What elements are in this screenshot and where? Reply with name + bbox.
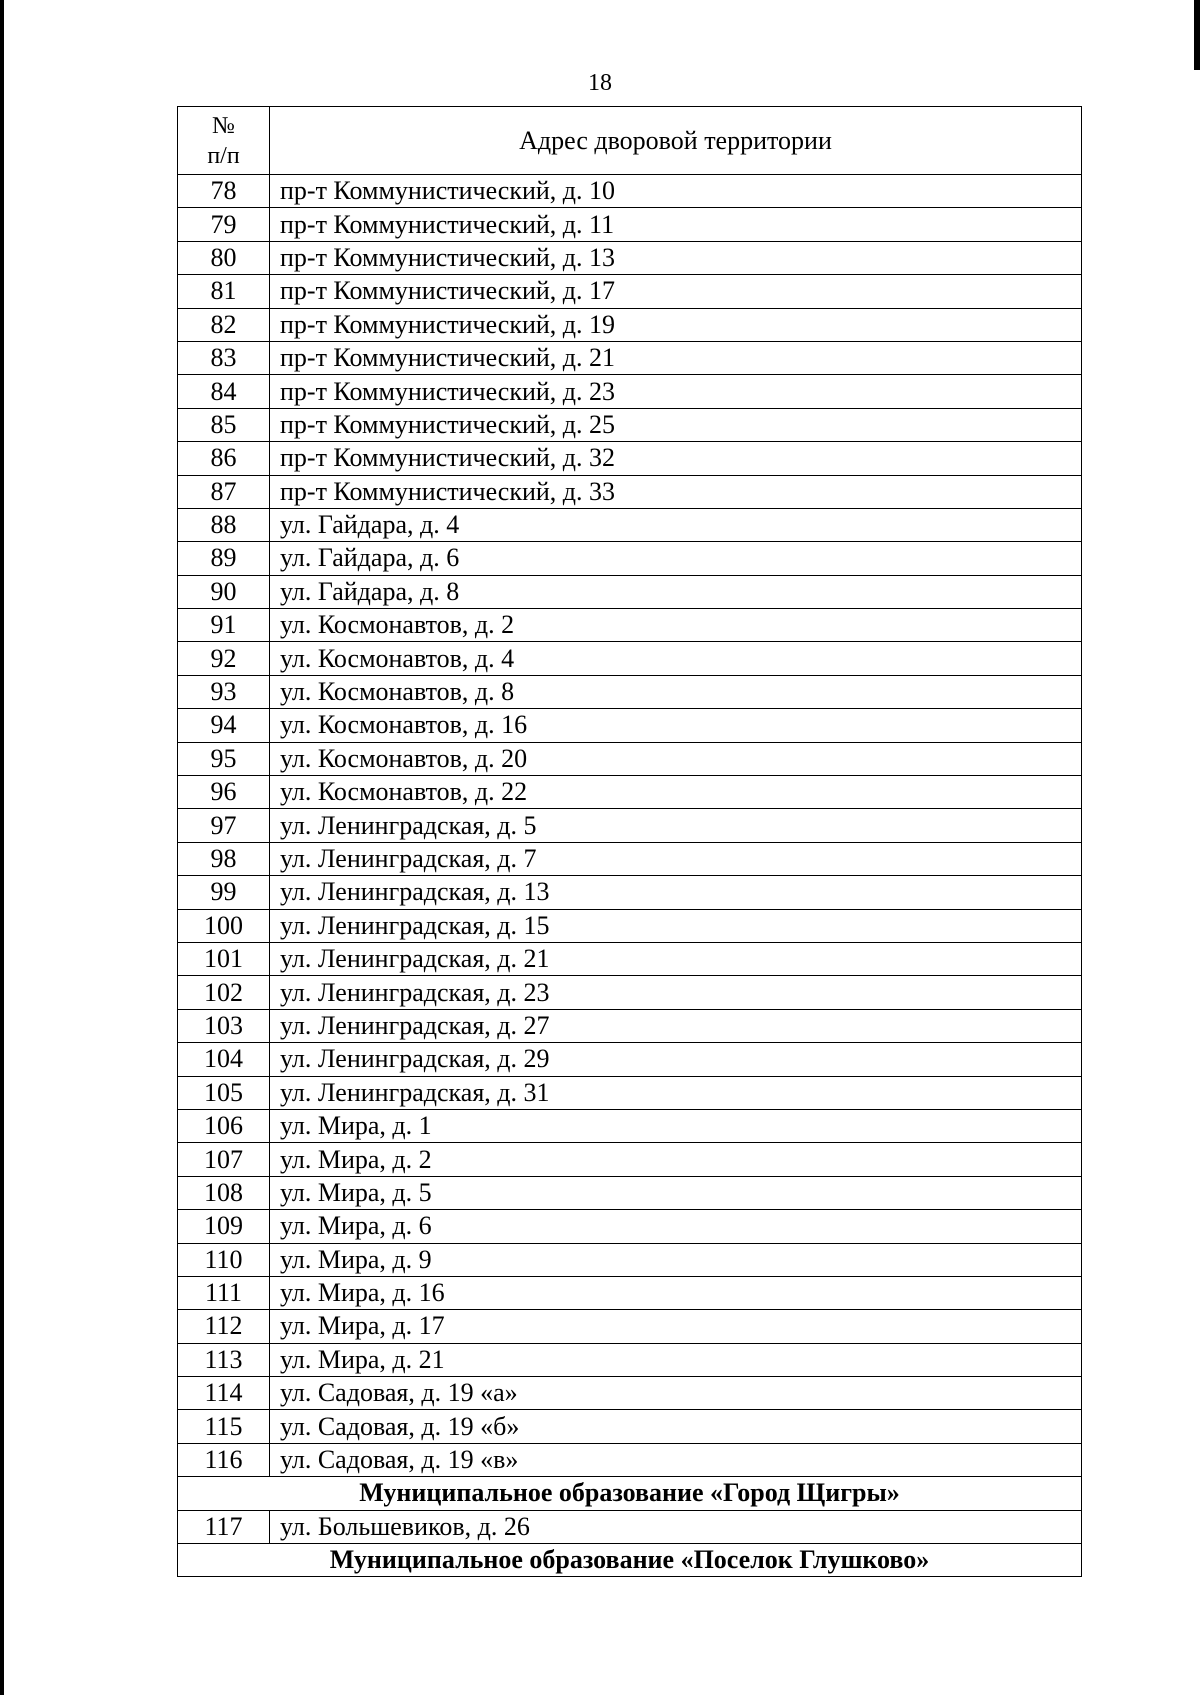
table-row (178, 1143, 1082, 1176)
table-row (178, 642, 1082, 675)
row-number: 99 (178, 876, 270, 909)
table-row (178, 942, 1082, 975)
row-address: пр-т Коммунистический, д. 13 (270, 241, 1082, 274)
row-address: пр-т Коммунистический, д. 32 (270, 442, 1082, 475)
table-row (178, 1510, 1082, 1543)
table-row (178, 675, 1082, 708)
table-row (178, 175, 1082, 208)
scan-edge-left (0, 0, 4, 1695)
section-header-shchigry: Муниципальное образование «Город Щигры» (178, 1477, 1082, 1510)
table-row (178, 542, 1082, 575)
row-number: 107 (178, 1143, 270, 1176)
row-address: ул. Космонавтов, д. 20 (270, 742, 1082, 775)
row-address: ул. Ленинградская, д. 27 (270, 1009, 1082, 1042)
row-address: ул. Ленинградская, д. 15 (270, 909, 1082, 942)
row-address: пр-т Коммунистический, д. 23 (270, 375, 1082, 408)
row-number: 102 (178, 976, 270, 1009)
table-row (178, 1210, 1082, 1243)
row-address: ул. Гайдара, д. 4 (270, 508, 1082, 541)
row-number: 117 (178, 1510, 270, 1543)
table-row (178, 308, 1082, 341)
section-row (178, 1544, 1082, 1577)
table-row (178, 842, 1082, 875)
row-address: ул. Ленинградская, д. 23 (270, 976, 1082, 1009)
table-row (178, 1410, 1082, 1443)
row-address: пр-т Коммунистический, д. 25 (270, 408, 1082, 441)
row-number: 116 (178, 1443, 270, 1476)
row-number: 83 (178, 341, 270, 374)
row-address: ул. Ленинградская, д. 31 (270, 1076, 1082, 1109)
row-address: ул. Ленинградская, д. 13 (270, 876, 1082, 909)
row-number: 82 (178, 308, 270, 341)
table-row (178, 341, 1082, 374)
table-row (178, 208, 1082, 241)
row-number: 104 (178, 1043, 270, 1076)
table-row (178, 575, 1082, 608)
row-number: 109 (178, 1210, 270, 1243)
row-address: ул. Ленинградская, д. 5 (270, 809, 1082, 842)
table-row (178, 1109, 1082, 1142)
row-number: 78 (178, 175, 270, 208)
row-number: 108 (178, 1176, 270, 1209)
row-number: 112 (178, 1310, 270, 1343)
table-body (178, 175, 1082, 1477)
row-address: ул. Космонавтов, д. 4 (270, 642, 1082, 675)
row-number: 87 (178, 475, 270, 508)
row-number: 97 (178, 809, 270, 842)
table-row (178, 241, 1082, 274)
row-number: 92 (178, 642, 270, 675)
row-address: ул. Садовая, д. 19 «а» (270, 1377, 1082, 1410)
row-number: 89 (178, 542, 270, 575)
row-number: 86 (178, 442, 270, 475)
row-number: 103 (178, 1009, 270, 1042)
row-address: ул. Гайдара, д. 6 (270, 542, 1082, 575)
row-number: 114 (178, 1377, 270, 1410)
row-address: ул. Ленинградская, д. 21 (270, 942, 1082, 975)
row-address: ул. Мира, д. 2 (270, 1143, 1082, 1176)
row-address: ул. Большевиков, д. 26 (270, 1510, 1082, 1543)
row-number: 113 (178, 1343, 270, 1376)
table-row (178, 1176, 1082, 1209)
table-row (178, 408, 1082, 441)
row-number: 105 (178, 1076, 270, 1109)
table-row (178, 442, 1082, 475)
row-address: пр-т Коммунистический, д. 19 (270, 308, 1082, 341)
table-row (178, 1076, 1082, 1109)
table-row (178, 709, 1082, 742)
table-row (178, 776, 1082, 809)
table-row (178, 475, 1082, 508)
column-header-number (178, 107, 270, 175)
row-number: 96 (178, 776, 270, 809)
section-header-glushkovo: Муниципальное образование «Поселок Глушково» (178, 1544, 1082, 1577)
table-row (178, 1310, 1082, 1343)
table-row (178, 742, 1082, 775)
row-address: ул. Садовая, д. 19 «б» (270, 1410, 1082, 1443)
row-address: ул. Мира, д. 21 (270, 1343, 1082, 1376)
row-address: пр-т Коммунистический, д. 10 (270, 175, 1082, 208)
table-row (178, 609, 1082, 642)
table-row (178, 809, 1082, 842)
table-row (178, 375, 1082, 408)
row-number: 91 (178, 609, 270, 642)
table-row (178, 1243, 1082, 1276)
section-row (178, 1477, 1082, 1510)
row-address: ул. Мира, д. 17 (270, 1310, 1082, 1343)
row-address: ул. Садовая, д. 19 «в» (270, 1443, 1082, 1476)
row-address: ул. Мира, д. 5 (270, 1176, 1082, 1209)
row-address: ул. Мира, д. 6 (270, 1210, 1082, 1243)
row-number: 106 (178, 1109, 270, 1142)
page-number: 18 (588, 70, 612, 96)
row-address: ул. Космонавтов, д. 8 (270, 675, 1082, 708)
column-header-number-line1: № (212, 112, 235, 139)
row-number: 95 (178, 742, 270, 775)
row-number: 79 (178, 208, 270, 241)
row-address: пр-т Коммунистический, д. 33 (270, 475, 1082, 508)
table-row (178, 1009, 1082, 1042)
row-number: 90 (178, 575, 270, 608)
row-number: 93 (178, 675, 270, 708)
row-address: ул. Ленинградская, д. 7 (270, 842, 1082, 875)
address-table (177, 106, 1082, 1577)
row-number: 84 (178, 375, 270, 408)
row-number: 100 (178, 909, 270, 942)
column-header-number-line2: п/п (207, 142, 240, 169)
row-address: ул. Мира, д. 1 (270, 1109, 1082, 1142)
row-address: ул. Гайдара, д. 8 (270, 575, 1082, 608)
row-number: 88 (178, 508, 270, 541)
table-row (178, 876, 1082, 909)
table-row (178, 1343, 1082, 1376)
column-header-address: Адрес дворовой территории (270, 107, 1082, 175)
table-row (178, 275, 1082, 308)
row-number: 80 (178, 241, 270, 274)
table-header (178, 107, 1082, 175)
scan-edge-right (1194, 0, 1200, 70)
table-row (178, 1043, 1082, 1076)
row-address: пр-т Коммунистический, д. 17 (270, 275, 1082, 308)
table-row (178, 909, 1082, 942)
table-row (178, 1276, 1082, 1309)
row-address: пр-т Коммунистический, д. 21 (270, 341, 1082, 374)
table-row (178, 508, 1082, 541)
row-address: ул. Мира, д. 9 (270, 1243, 1082, 1276)
row-address: ул. Космонавтов, д. 22 (270, 776, 1082, 809)
table-row (178, 1443, 1082, 1476)
row-address: ул. Космонавтов, д. 2 (270, 609, 1082, 642)
row-address: ул. Космонавтов, д. 16 (270, 709, 1082, 742)
row-number: 101 (178, 942, 270, 975)
row-number: 98 (178, 842, 270, 875)
table-row (178, 1377, 1082, 1410)
row-number: 115 (178, 1410, 270, 1443)
table-row (178, 976, 1082, 1009)
row-number: 110 (178, 1243, 270, 1276)
row-address: ул. Мира, д. 16 (270, 1276, 1082, 1309)
row-address: ул. Ленинградская, д. 29 (270, 1043, 1082, 1076)
row-number: 85 (178, 408, 270, 441)
row-number: 94 (178, 709, 270, 742)
row-address: пр-т Коммунистический, д. 11 (270, 208, 1082, 241)
table-body-tail (178, 1477, 1082, 1577)
header-row (178, 107, 1082, 175)
row-number: 81 (178, 275, 270, 308)
row-number: 111 (178, 1276, 270, 1309)
